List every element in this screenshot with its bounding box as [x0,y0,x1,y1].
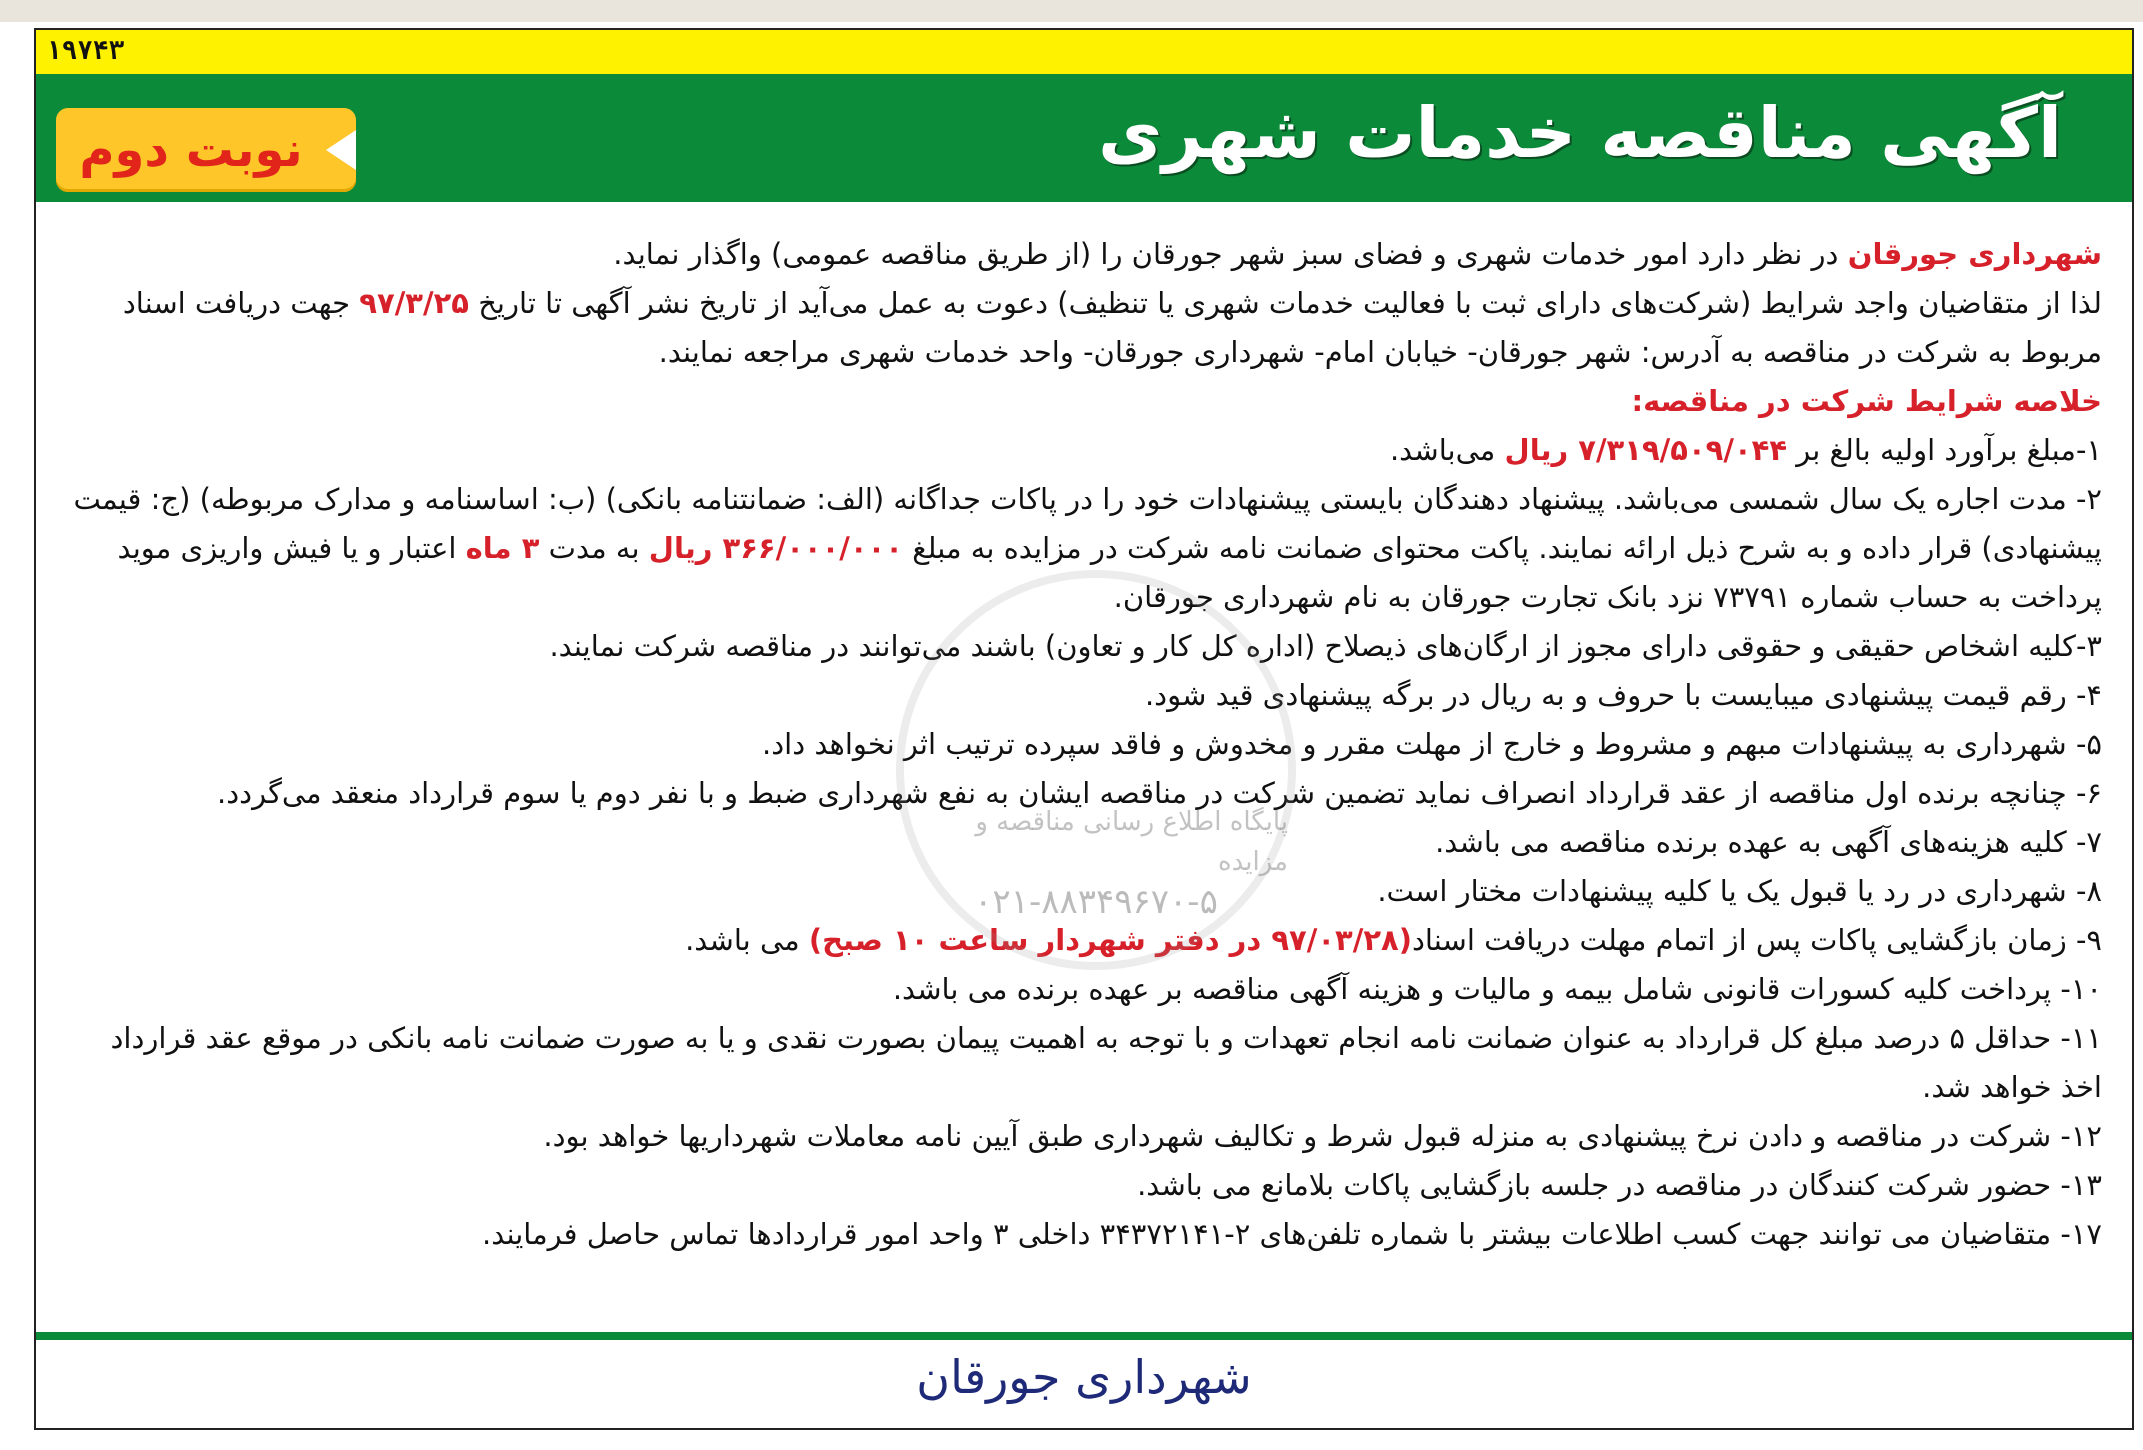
condition-item-3: ۳-کلیه اشخاص حقیقی و حقوقی دارای مجوز از ارگان‌های ذیصلاح (اداره کل کار و تعاون) باشند می‌توانند در مناقصه شرکت نمایند. [549,629,2102,663]
opening-time: (۹۷/۰۳/۲۸ در دفتر شهردار ساعت ۱۰ صبح) [808,923,1413,957]
ad-body [62,230,2102,1259]
condition-item-12: ۱۲- شرکت در مناقصه و دادن نرخ پیشنهادی به منزله قبول شرط و تکالیف شهرداری طبق آیین نامه معاملات شهرداریها خواهد بود. [543,1119,2102,1153]
intro-line1: در نظر دارد امور خدمات شهری و فضای سبز شهر جورقان را (از طریق مناقصه عمومی) واگذار نماید. [613,237,1848,271]
condition-item-9 [62,916,2102,965]
condition-text: ۱-مبلغ برآورد اولیه بالغ بر [1787,433,2102,467]
condition-text: اعتبار و یا فیش واریزی موید پرداخت به حساب شماره ۷۳۷۹۱ نزد بانک تجارت جورقان به نام شهرداری جورقان. [117,531,2102,614]
watermark-phone: ۰۲۱-۸۸۳۴۹۶۷۰-۵ [974,882,1218,922]
condition-item-1 [62,426,2102,475]
second-round-badge [56,108,356,192]
guarantee-duration: ۳ ماه [465,531,540,565]
intro-line2-before: لذا از متقاضیان واجد شرایط (شرکت‌های دارای ثبت با فعالیت خدمات شهری یا تنظیف) دعوت به عمل می‌آید از تاریخ نشر آگهی تا تاریخ [468,286,2102,320]
ad-frame [34,28,2134,1430]
condition-text: می باشد. [685,923,809,957]
condition-item-8: ۸- شهرداری در رد یا قبول یک یا کلیه پیشنهادات مختار است. [1377,874,2102,908]
condition-item-11: ۱۱- حداقل ۵ درصد مبلغ کل قرارداد به عنوان ضمانت نامه انجام تعهدات و با توجه به اهمیت پیمان بصورت نقدی و یا به صورت ضمانت نامه بانکی در موقع عقد قرارداد اخذ خواهد شد. [110,1021,2102,1104]
badge-label: نوبت دوم [79,122,303,178]
condition-item-2 [62,475,2102,622]
top-strip [0,0,2143,22]
condition-text: به مدت [539,531,649,565]
condition-item-13: ۱۳- حضور شرکت کنندگان در مناقصه در جلسه بازگشایی پاکات بلامانع می باشد. [1137,1168,2102,1202]
watermark-caption: پایگاه اطلاع رسانی مناقصه و مزایده [975,807,1288,877]
condition-item-6: ۶- چنانچه برنده اول مناقصه از عقد قرارداد انصراف نماید تضمین شرکت در مناقصه ایشان به نفع شهرداری ضبط و با نفر دوم یا سوم قرارداد منعقد می‌گردد. [217,776,2102,810]
condition-item-7: ۷- کلیه هزینه‌های آگهی به عهده برنده مناقصه می باشد. [1435,825,2102,859]
org-name: شهرداری جورقان [1847,237,2102,271]
condition-item-17: ۱۷- متقاضیان می توانند جهت کسب اطلاعات بیشتر با شماره تلفن‌های ۲-۳۴۳۷۲۱۴۱ داخلی ۳ واحد امور قراردادها تماس حاصل فرمایند. [482,1217,2102,1251]
ad-number: ۱۹۷۴۳ [46,36,125,66]
condition-text: ۲- مدت اجاره یک سال شمسی می‌باشد. پیشنهاد دهندگان بایستی پیشنهادات خود را در پاکات جداگانه (الف: ضمانتنامه بانکی) (ب: اساسنامه و مدارک مربوطه) (ج: قیمت پیشنهادی) قرار داده و به شرح ذیل ارائه نمایند. پاکت محتوای ضمانت نامه شرکت در مزایده به مبلغ [73,482,2102,565]
deadline-date: ۹۷/۳/۲۵ [359,286,469,320]
conditions-heading: خلاصه شرایط شرکت در مناقصه: [1631,384,2102,418]
footer-org-name: شهرداری جورقان [916,1350,1252,1404]
condition-item-5: ۵- شهرداری به پیشنهادات مبهم و مشروط و خارج از مهلت مقرر و مخدوش و فاقد سپرده ترتیب اثر نخواهد داد. [762,727,2102,761]
condition-text: ۹- زمان بازگشایی پاکات پس از اتمام مهلت دریافت اسناد [1412,923,2102,957]
intro-paragraph [62,230,2102,377]
top-yellow-band [36,30,2132,74]
condition-text: می‌باشد. [1389,433,1505,467]
condition-item-10: ۱۰- پرداخت کلیه کسورات قانونی شامل بیمه و مالیات و هزینه آگهی مناقصه بر عهده برنده می باشد. [892,972,2102,1006]
estimate-amount: ۷/۳۱۹/۵۰۹/۰۴۴ ریال [1504,433,1788,467]
arrow-icon [326,130,356,170]
condition-item-4: ۴- رقم قیمت پیشنهادی میبایست با حروف و به ریال در برگه پیشنهادی قید شود. [1144,678,2102,712]
intro-line2-after: جهت دریافت اسناد مربوط به شرکت در مناقصه به آدرس: شهر جورقان- خیابان امام- شهرداری جورقان- واحد خدمات شهری مراجعه نمایند. [122,286,2102,369]
ad-title: آگهی مناقصه خدمات شهری [1098,92,2062,174]
guarantee-amount: ۳۶۶/۰۰۰/۰۰۰ ریال [648,531,904,565]
footer-divider [36,1332,2132,1340]
